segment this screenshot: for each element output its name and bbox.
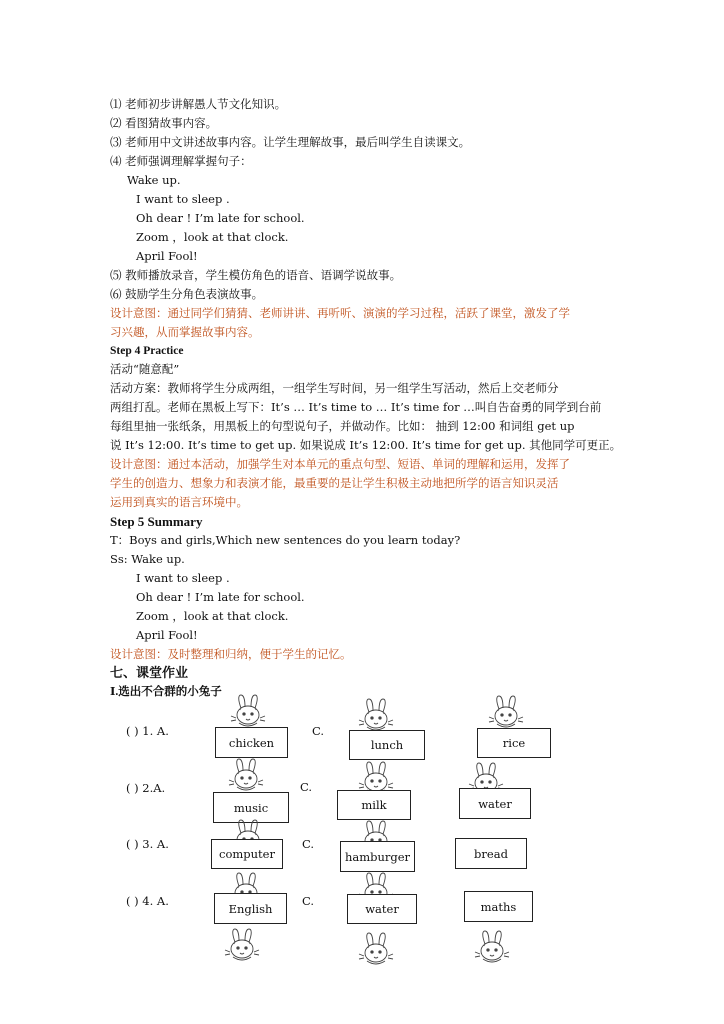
question-4-c-label: C. [302, 894, 315, 908]
homework-subtitle: Ⅰ.选出不合群的小兔子 [110, 686, 222, 698]
sentence-clock: Zoom ，look at that clock. [136, 230, 289, 244]
step4-note-2: 学生的创造力、想象力和表演才能，最重要的是让学生积极主动地把所学的语言知识灵活 [110, 476, 559, 490]
rabbit-icon [226, 758, 266, 792]
design-note-1-line-2: 习兴趣，从而掌握故事内容。 [110, 325, 260, 339]
rabbit-icon [486, 695, 526, 729]
step5-teacher-line: T：Boys and girls,Which new sentences do you learn today? [110, 533, 461, 547]
step5-note: 设计意图：及时整理和归纳，便于学生的记忆。 [110, 647, 352, 661]
step4-note-1: 设计意图：通过本活动，加强学生对本单元的重点句型、短语、单词的理解和运用，发挥了 [110, 457, 570, 471]
option-4b-box[interactable]: water [347, 894, 417, 924]
sentence-sleep: I want to sleep . [136, 192, 230, 206]
rabbit-icon [228, 694, 268, 728]
intro-step-3: ⑶ 老师用中文讲述故事内容。让学生理解故事，最后叫学生自读课文。 [110, 135, 471, 149]
option-4a-box[interactable]: English [214, 893, 287, 924]
step4-plan-4: 说 It’s 12:00. It’s time to get up. 如果说成 It’s 12:00. It’s time for get up. 其他同学可更正。 [110, 438, 622, 452]
step4-title: Step 4 Practice [110, 345, 184, 357]
option-2a-box[interactable]: music [213, 792, 289, 823]
step4-plan-1: 活动方案：教师将学生分成两组，一组学生写时间，另一组学生写活动，然后上交老师分 [110, 381, 559, 395]
sentence-late: Oh dear ! I’m late for school. [136, 211, 305, 225]
step4-plan-3: 每组里抽一张纸条，用黑板上的句型说句子，并做动作。比如： 抽到 12:00 和词组 get up [110, 419, 575, 433]
question-3-number: ( ) 3. A. [126, 837, 169, 851]
option-2b-box[interactable]: milk [337, 790, 411, 820]
rabbit-icon [222, 928, 262, 962]
step4-note-3: 运用到真实的语言环境中。 [110, 495, 248, 509]
sentence-wake-up: Wake up. [127, 173, 181, 187]
option-3b-box[interactable]: hamburger [340, 841, 415, 872]
option-1a-box[interactable]: chicken [215, 727, 288, 758]
step5-students-line: Ss: Wake up. [110, 552, 185, 566]
question-1-number: ( ) 1. A. [126, 724, 169, 738]
intro-step-1: ⑴ 老师初步讲解愚人节文化知识。 [110, 97, 287, 111]
option-4c-box[interactable]: maths [464, 891, 533, 922]
step5-sentence-late: Oh dear ! I’m late for school. [136, 590, 305, 604]
question-4-number: ( ) 4. A. [126, 894, 169, 908]
step5-sentence-april-fool: April Fool! [136, 628, 198, 642]
sentence-april-fool: April Fool! [136, 249, 198, 263]
option-3a-box[interactable]: computer [211, 839, 283, 869]
intro-step-4: ⑷ 老师强调理解掌握句子： [110, 154, 252, 168]
step5-sentence-clock: Zoom ，look at that clock. [136, 609, 289, 623]
homework-title: 七、课堂作业 [110, 665, 189, 680]
design-note-1-line-1: 设计意图：通过同学们猜猜、老师讲讲、再听听、演演的学习过程，活跃了课堂，激发了学 [110, 306, 570, 320]
step5-title: Step 5 Summary [110, 514, 203, 529]
question-1-c-label: C. [312, 724, 325, 738]
after-step-6: ⑹ 鼓励学生分角色表演故事。 [110, 287, 264, 301]
after-step-5: ⑸ 教师播放录音，学生模仿角色的语音、语调学说故事。 [110, 268, 402, 282]
option-1b-box[interactable]: lunch [349, 730, 425, 760]
step4-activity: 活动“随意配” [110, 362, 180, 376]
question-2-c-label: C. [300, 780, 313, 794]
rabbit-icon [356, 698, 396, 732]
step5-sentence-sleep: I want to sleep . [136, 571, 230, 585]
option-2c-box[interactable]: water [459, 788, 531, 819]
rabbit-icon [472, 930, 512, 964]
question-2-number: ( ) 2.A. [126, 781, 166, 795]
question-3-c-label: C. [302, 837, 315, 851]
intro-step-2: ⑵ 看图猜故事内容。 [110, 116, 218, 130]
option-3c-box[interactable]: bread [455, 838, 527, 869]
rabbit-icon [356, 932, 396, 966]
option-1c-box[interactable]: rice [477, 728, 551, 758]
step4-plan-2: 两组打乱。老师在黑板上写下：It’s … It’s time to … It’s time for …叫自告奋勇的同学到台前 [110, 400, 602, 414]
